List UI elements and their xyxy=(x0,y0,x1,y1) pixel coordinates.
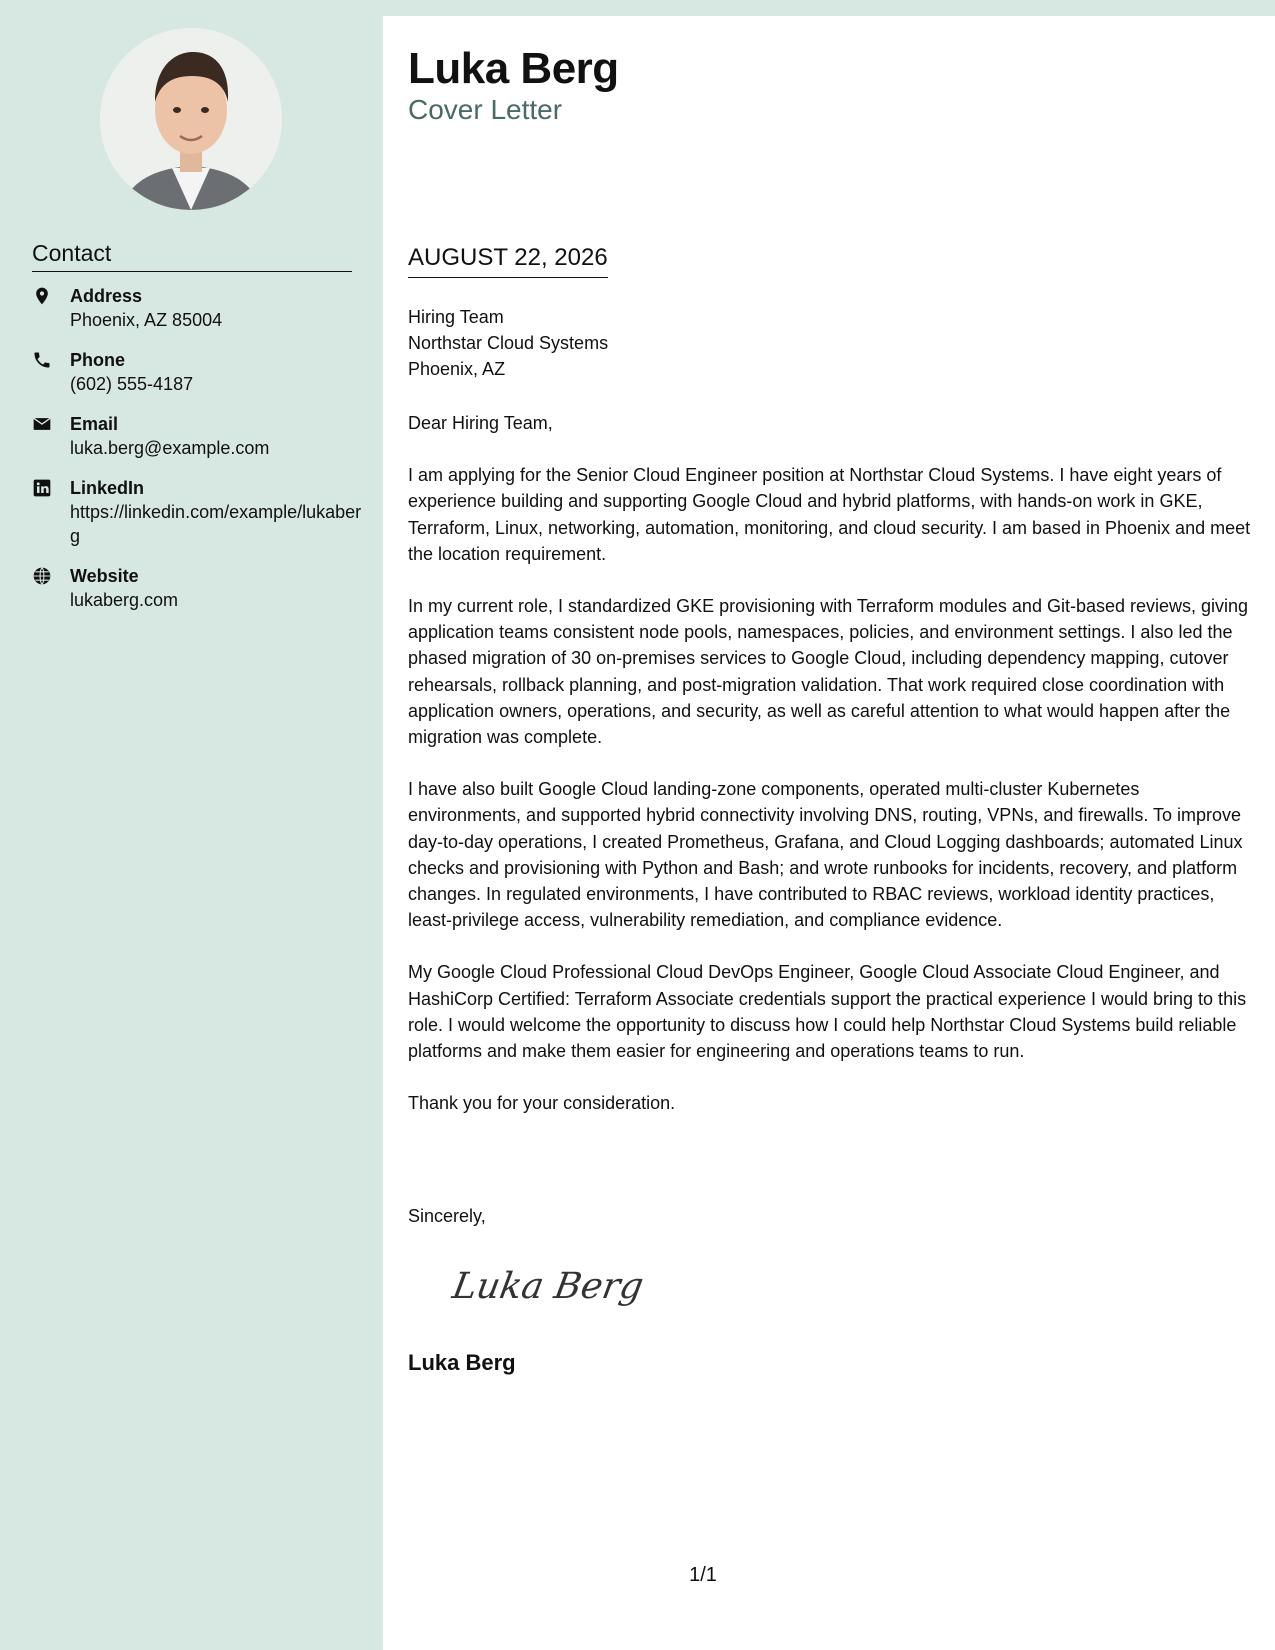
body-paragraph: In my current role, I standardized GKE provisioning with Terraform modules and Git-based reviews, giving application teams consistent node pools, namespaces, policies, and environment settings. I also led the phased migration of 30 on-premises services to Google Cloud, including dependency mapping, cutover rehearsals, rollback planning, and post-migration validation. That work required close coordination with application owners, operations, and security, as well as careful attention to what would happen after the migration was complete. xyxy=(408,596,1249,748)
contact-label: Email xyxy=(70,414,119,434)
body-paragraph: I am applying for the Senior Cloud Engineer position at Northstar Cloud Systems. I have eight years of experience building and supporting Google Cloud and hybrid platforms, with hands-on work in GKE, Terraform, Linux, networking, automation, monitoring, and cloud security. I am based in Phoenix and meet the location requirement. xyxy=(408,465,1251,564)
contact-item-address xyxy=(32,284,362,332)
contact-label: Address xyxy=(70,286,143,306)
contact-label: LinkedIn xyxy=(70,478,145,498)
body-paragraph: Thank you for your consideration. xyxy=(408,1093,676,1114)
signer-name: Luka Berg xyxy=(408,1350,516,1375)
profile-photo xyxy=(100,28,282,210)
website-link[interactable]: lukaberg.com xyxy=(70,590,179,610)
contact-label: Phone xyxy=(70,350,126,370)
recipient-line: Hiring Team xyxy=(408,307,504,327)
body-paragraph: My Google Cloud Professional Cloud DevOps Engineer, Google Cloud Associate Cloud Engineer, and HashiCorp Certified: Terraform Associate credentials support the practical experience I would bring to this role. I would welcome the opportunity to discuss how I could help Northstar Cloud Systems build reliable platforms and make them easier for engineering and operations teams to run. xyxy=(408,962,1247,1062)
contact-heading: Contact xyxy=(32,240,352,272)
contact-item-email xyxy=(32,412,362,460)
envelope-icon xyxy=(32,412,70,436)
contact-item-linkedin xyxy=(32,476,362,548)
contact-value: Phoenix, AZ 85004 xyxy=(70,310,223,330)
location-pin-icon xyxy=(32,284,70,308)
letter-main xyxy=(383,16,1275,1650)
phone-icon xyxy=(32,348,70,372)
letter-date: AUGUST 22, 2026 xyxy=(408,244,608,278)
salutation: Dear Hiring Team, xyxy=(408,413,553,433)
closing: Sincerely, xyxy=(408,1206,486,1226)
email-link[interactable]: luka.berg@example.com xyxy=(70,438,270,458)
body-paragraph: I have also built Google Cloud landing-zone components, operated multi-cluster Kubernetes environments, and supported hybrid connectivity involving DNS, routing, VPNs, and firewalls. To improve day-to-day operations, I created Prometheus, Grafana, and Cloud Logging dashboards; automated Linux checks and provisioning with Python and Bash; and wrote runbooks for incidents, recovery, and platform changes. In regulated environments, I have contributed to RBAC reviews, workload identity practices, least-privilege access, vulnerability remediation, and compliance evidence. xyxy=(408,779,1243,931)
page-title: Luka Berg xyxy=(408,44,619,93)
avatar xyxy=(100,28,282,210)
letter-body xyxy=(408,410,1253,1142)
recipient-line: Phoenix, AZ xyxy=(408,359,506,379)
page-subtitle: Cover Letter xyxy=(408,94,563,125)
linkedin-icon xyxy=(32,476,70,500)
linkedin-link[interactable]: https://linkedin.com/example/lukaberg xyxy=(70,502,362,546)
contact-item-website xyxy=(32,564,362,612)
sidebar xyxy=(0,0,383,1650)
handwritten-signature: Luka Berg xyxy=(449,1266,647,1307)
page-number: 1/1 xyxy=(689,1564,717,1586)
contact-value: (602) 555-4187 xyxy=(70,374,194,394)
globe-icon xyxy=(32,564,70,588)
contact-label: Website xyxy=(70,566,139,586)
contact-list xyxy=(32,284,362,628)
recipient-line: Northstar Cloud Systems xyxy=(408,333,609,353)
recipient-block xyxy=(408,304,608,382)
contact-item-phone xyxy=(32,348,362,396)
